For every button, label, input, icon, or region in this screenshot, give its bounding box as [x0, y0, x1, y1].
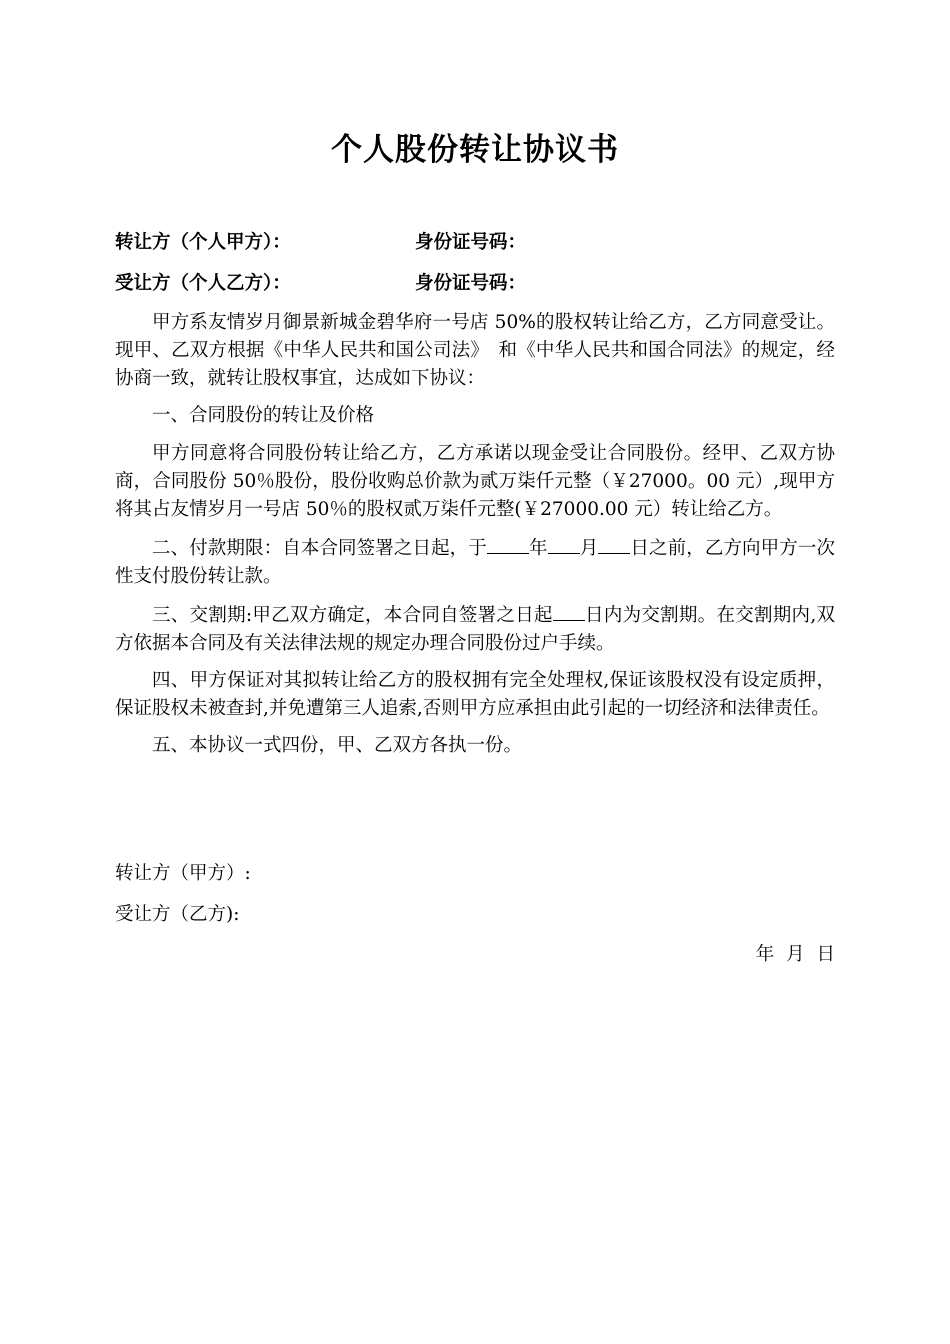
- intro-paragraph: 甲方系友情岁月御景新城金碧华府一号店 50%的股权转让给乙方，乙方同意受让。现甲、乙双方根据《中华人民共和国公司法》 和《中华人民共和国合同法》的规定，经协商一致，就转让股权事宜，达成如下协议：: [115, 312, 835, 389]
- clause-3-text-b: 日内为交割期。在交割期内,双方依据本合同及有关法律法规的规定办理合同股份过户手续。: [115, 605, 835, 654]
- clause-1-body: 甲方同意将合同股份转让给乙方，乙方承诺以现金受让合同股份。经甲、乙双方协商，合同股份 50％股份，股份收购总价款为贰万柒仟元整（￥27000。00 元）,现甲方将其占友情岁月一号店 50％的股权贰万柒仟元整(￥27000.00 元）转让给乙方。: [115, 443, 835, 520]
- clause-3-paragraph: [115, 600, 835, 658]
- document-title: 个人股份转让协议书: [331, 132, 619, 168]
- clause-2-paragraph: [115, 533, 835, 591]
- clause-5-paragraph: 五、本协议一式四份，甲、乙双方各执一份。: [152, 735, 523, 756]
- signature-date: 年 月 日: [755, 944, 835, 965]
- clause-3-text-a: 三、交割期:甲乙双方确定，本合同自签署之日起: [152, 605, 553, 626]
- transferee-signature-label: 受让方（乙方):: [115, 904, 240, 925]
- transferor-signature-label: 转让方（甲方）:: [115, 863, 251, 884]
- day-blank: [598, 533, 630, 554]
- agreement-body: [115, 309, 835, 769]
- year-blank: [487, 533, 529, 554]
- clause-2-text-a: 二、付款期限：自本合同签署之日起，于: [152, 538, 487, 559]
- clause-2-month: 月: [579, 538, 599, 559]
- transferee-label: 受让方（个人乙方）：: [115, 273, 291, 294]
- days-blank: [553, 600, 585, 621]
- month-blank: [548, 533, 580, 554]
- transferee-row: [115, 270, 835, 298]
- clause-2-text-b: 日之前，乙方向甲方一次性支付股份转让款。: [115, 538, 835, 587]
- clause-1-heading: 一、合同股份的转让及价格: [152, 405, 375, 426]
- transferor-row: [115, 229, 835, 257]
- clause-4-paragraph: 四、甲方保证对其拟转让给乙方的股权拥有完全处理权,保证该股权没有设定质押，保证股权未被查封,并免遭第三人追索,否则甲方应承担由此引起的一切经济和法律责任。: [115, 670, 835, 719]
- clause-2-year: 年: [528, 538, 548, 559]
- transferee-id-label: 身份证号码：: [415, 273, 527, 294]
- transferor-label: 转让方（个人甲方）：: [115, 232, 291, 253]
- transferor-id-label: 身份证号码：: [415, 232, 527, 253]
